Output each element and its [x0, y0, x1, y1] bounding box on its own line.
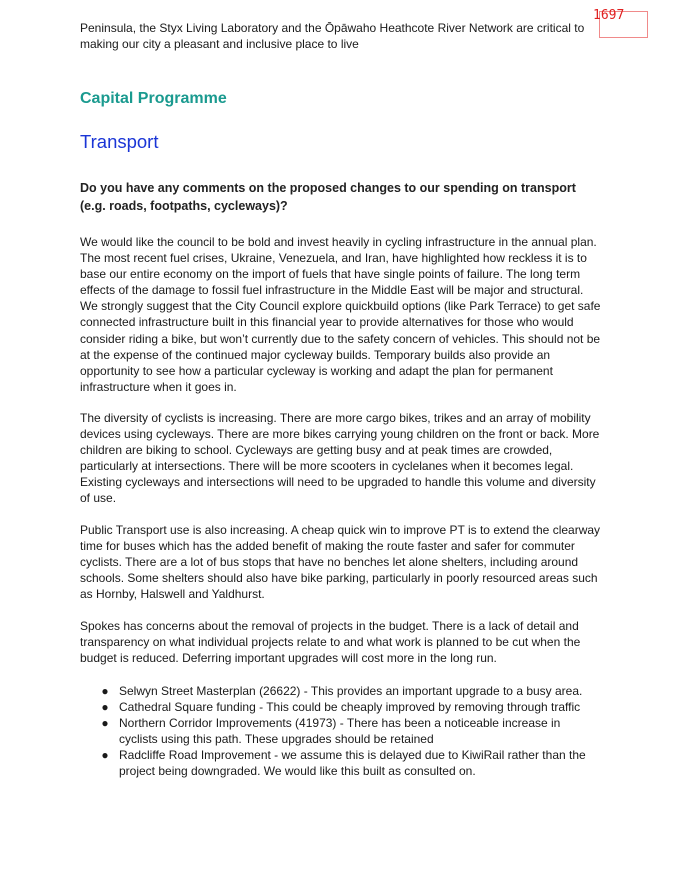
section-title: Capital Programme — [80, 90, 227, 107]
body-paragraph: Public Transport use is also increasing. A cheap quick win to improve PT is to extend the clearway time for buses which has the added benefit of making the route faster and safer for commuter cyclists. There are a lot of bus stops that have no benches let alone shelters, including around schools. Some shelters should also have bike parking, particularly in poorly resourced areas such as Hornby, Halswell and Yaldhurst. — [80, 523, 601, 602]
list-item-text: Cathedral Square funding - This could be cheaply improved by removing through traffic — [119, 700, 581, 715]
body-paragraph: The diversity of cyclists is increasing. There are more cargo bikes, trikes and an array of mobility devices using cycleways. There are more bikes carrying young children on the front or back. More children are biking to school. Cycleways are getting busy and at peak times are crowded, particularly at intersections. There will be more scooters in cyclelanes when it becomes legal. Existing cycleways and intersections will need to be upgraded to handle this volume and diversity of use. — [80, 411, 600, 506]
intro-text: Peninsula, the Styx Living Laboratory and the Ōpāwaho Heathcote River Network are critical to making our city a pleasant and inclusive place to live — [80, 21, 585, 51]
list-item — [80, 747, 600, 779]
bullet-icon: ● — [101, 748, 109, 763]
list-item-text: Selwyn Street Masterplan (26622) - This provides an important upgrade to a busy area. — [119, 684, 583, 698]
project-list — [80, 683, 600, 780]
list-item-text: Northern Corridor Improvements (41973) - There has been a noticeable increase in cyclists using this path. These upgrades should be retained — [119, 716, 561, 747]
page-number: 1697 — [593, 8, 625, 23]
list-item — [80, 699, 600, 715]
list-item — [80, 683, 600, 699]
bullet-icon: ● — [101, 716, 109, 731]
body-paragraph: Spokes has concerns about the removal of projects in the budget. There is a lack of detail and transparency on what individual projects relate to and what work is planned to be cut when the budget is reduced. Deferring important upgrades will cost more in the long run. — [80, 619, 581, 666]
question-text: Do you have any comments on the proposed changes to our spending on transport (e.g. roads, footpaths, cycleways)? — [80, 181, 576, 213]
bullet-icon: ● — [101, 700, 109, 715]
list-item-text: Radcliffe Road Improvement - we assume this is delayed due to KiwiRail rather than the project being downgraded. We would like this built as consulted on. — [119, 748, 586, 779]
subsection-title: Transport — [80, 131, 159, 152]
page-number-stamp — [593, 8, 648, 38]
bullet-icon: ● — [101, 684, 109, 698]
body-paragraph: We would like the council to be bold and invest heavily in cycling infrastructure in the annual plan. The most recent fuel crises, Ukraine, Venezuela, and Iran, have highlighted how reckless it is to base our entire economy on the import of fuels that have single points of failure. The long term effects of the damage to fossil fuel infrastructure in the Middle East will be major and structural. We strongly suggest that the City Council explore quickbuild options (like Park Terrace) to get safe connected infrastructure built in this financial year to provide alternatives for those who would consider riding a bike, but won’t currently due to the safety concern of vehicles. This should not be at the expense of the continued major cycleway builds. Temporary builds also provide an opportunity to see how a particular cycleway is working and adapt the plan for permanent infrastructure when it goes in. — [80, 235, 601, 394]
list-item — [80, 715, 600, 747]
